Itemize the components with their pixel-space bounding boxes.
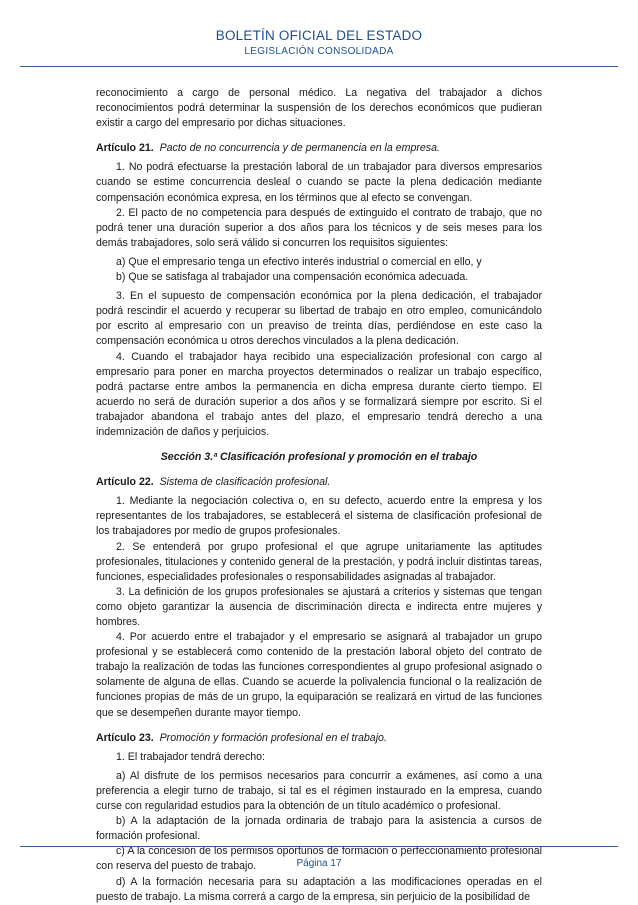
article-23-title: Promoción y formación profesional en el trabajo. (159, 731, 387, 744)
article-21-p3: 3. En el supuesto de compensación económica por la plena dedicación, el trabajador podrá rescindir el acuerdo y recuperar su libertad de trabajo en otro empleo, comunicándolo por escrito al empresario con un preaviso de treinta días, perdiéndose en este caso la compensación económica u otros derechos vinculados a la plena dedicación. (96, 290, 542, 348)
article-21-p4: 4. Cuando el trabajador haya recibido una especialización profesional con cargo al empresario para poner en marcha proyectos determinados o realizar un trabajo específico, podrá pactarse entre ambos la permanencia en dicha empresa durante cierto tiempo. El acuerdo no será de duración superior a dos años y se formalizará siempre por escrito. Si el trabajador abandona el trabajo antes del plazo, el empresario tendrá derecho a una indemnización de daños y perjuicios. (96, 350, 542, 438)
article-21-item-b: b) Que se satisfaga al trabajador una compensación económica adecuada. (116, 271, 469, 284)
article-23-item-b: b) A la adaptación de la jornada ordinaria de trabajo para la asistencia a cursos de formación profesional. (96, 815, 542, 843)
article-21-title: Pacto de no concurrencia y de permanencia en la empresa. (159, 142, 440, 155)
article-23-heading (96, 731, 542, 746)
article-22-heading (96, 475, 542, 490)
article-22-p2: 2. Se entenderá por grupo profesional el que agrupe unitariamente las aptitudes profesionales, titulaciones y contenido general de la prestación, y podrá incluir distintas tareas, funciones, especialidades profesionales o responsabilidades asignadas al trabajador. (96, 540, 542, 583)
article-23-item-d: d) A la formación necesaria para su adaptación a las modificaciones operadas en el puesto de trabajo. La misma correrá a cargo de la empresa, sin perjuicio de la posibilidad de (96, 875, 542, 903)
article-22-title: Sistema de clasificación profesional. (159, 476, 331, 489)
article-21-heading (96, 141, 542, 156)
document-header (0, 28, 638, 57)
section-3-heading: Sección 3.ª Clasificación profesional y promoción en el trabajo (160, 451, 478, 464)
article-21-p2: 2. El pacto de no competencia para después de extinguido el contrato de trabajo, que no podrá tener una duración superior a dos años para los técnicos y de seis meses para los demás trabajadores, solo será válido si concurren los requisitos siguientes: (96, 206, 542, 249)
article-21-label: Artículo 21. (96, 142, 154, 155)
article-23-item-a: a) Al disfrute de los permisos necesarios para concurrir a exámenes, así como a una preferencia a elegir turno de trabajo, si tal es el régimen instaurado en la empresa, cuando curse con regularidad estudios para la obtención de un título académico o profesional. (96, 769, 542, 813)
page-number: Página 17 (296, 858, 342, 869)
footer-divider (20, 846, 618, 847)
article-22-p3: 3. La definición de los grupos profesionales se ajustará a criterios y sistemas que tengan como objeto garantizar la ausencia de discriminación directa e indirecta entre mujeres y hombres. (96, 585, 542, 628)
article-23-p1: 1. El trabajador tendrá derecho: (116, 750, 265, 763)
article-22-p4: 4. Por acuerdo entre el trabajador y el empresario se asignará al trabajador un grupo profesional y se establecerá como contenido de la prestación laboral objeto del contrato de trabajo la realización de todas las funciones correspondientes al grupo profesional asignado o solamente de alguna de ellas. Cuando se acuerde la polivalencia funcional o la realización de funciones propias de más de un grupo, la equiparación se realizará en virtud de las funciones que se desempeñen durante mayor tiempo. (96, 631, 542, 719)
article-23-item-c: c) A la concesión de los permisos oportunos de formación o perfeccionamiento profesional con reserva del puesto de trabajo. (96, 845, 542, 873)
article-21-p1: 1. No podrá efectuarse la prestación laboral de un trabajador para diversos empresarios cuando se estime concurrencia desleal o cuando se pacte la plena dedicación mediante compensación económica expresa, en los términos que al efecto se convengan. (96, 161, 542, 204)
article-21-item-a: a) Que el empresario tenga un efectivo interés industrial o comercial en ello, y (116, 255, 482, 268)
boe-title: BOLETÍN OFICIAL DEL ESTADO (215, 28, 423, 43)
legislation-subtitle: LEGISLACIÓN CONSOLIDADA (244, 46, 394, 57)
header-divider (20, 66, 618, 67)
article-22-p1: 1. Mediante la negociación colectiva o, en su defecto, acuerdo entre la empresa y los representantes de los trabajadores, se establecerá el sistema de clasificación profesional de los trabajadores por medio de grupos profesionales. (96, 495, 542, 538)
article-23-label: Artículo 23. (96, 731, 154, 744)
document-body (96, 86, 542, 905)
article-22-label: Artículo 22. (96, 476, 154, 489)
paragraph-intro: reconocimiento a cargo de personal médico. La negativa del trabajador a dichos reconocimientos podrá determinar la suspensión de los derechos económicos que pudieran existir a cargo del empresario por dichas situaciones. (96, 87, 542, 130)
